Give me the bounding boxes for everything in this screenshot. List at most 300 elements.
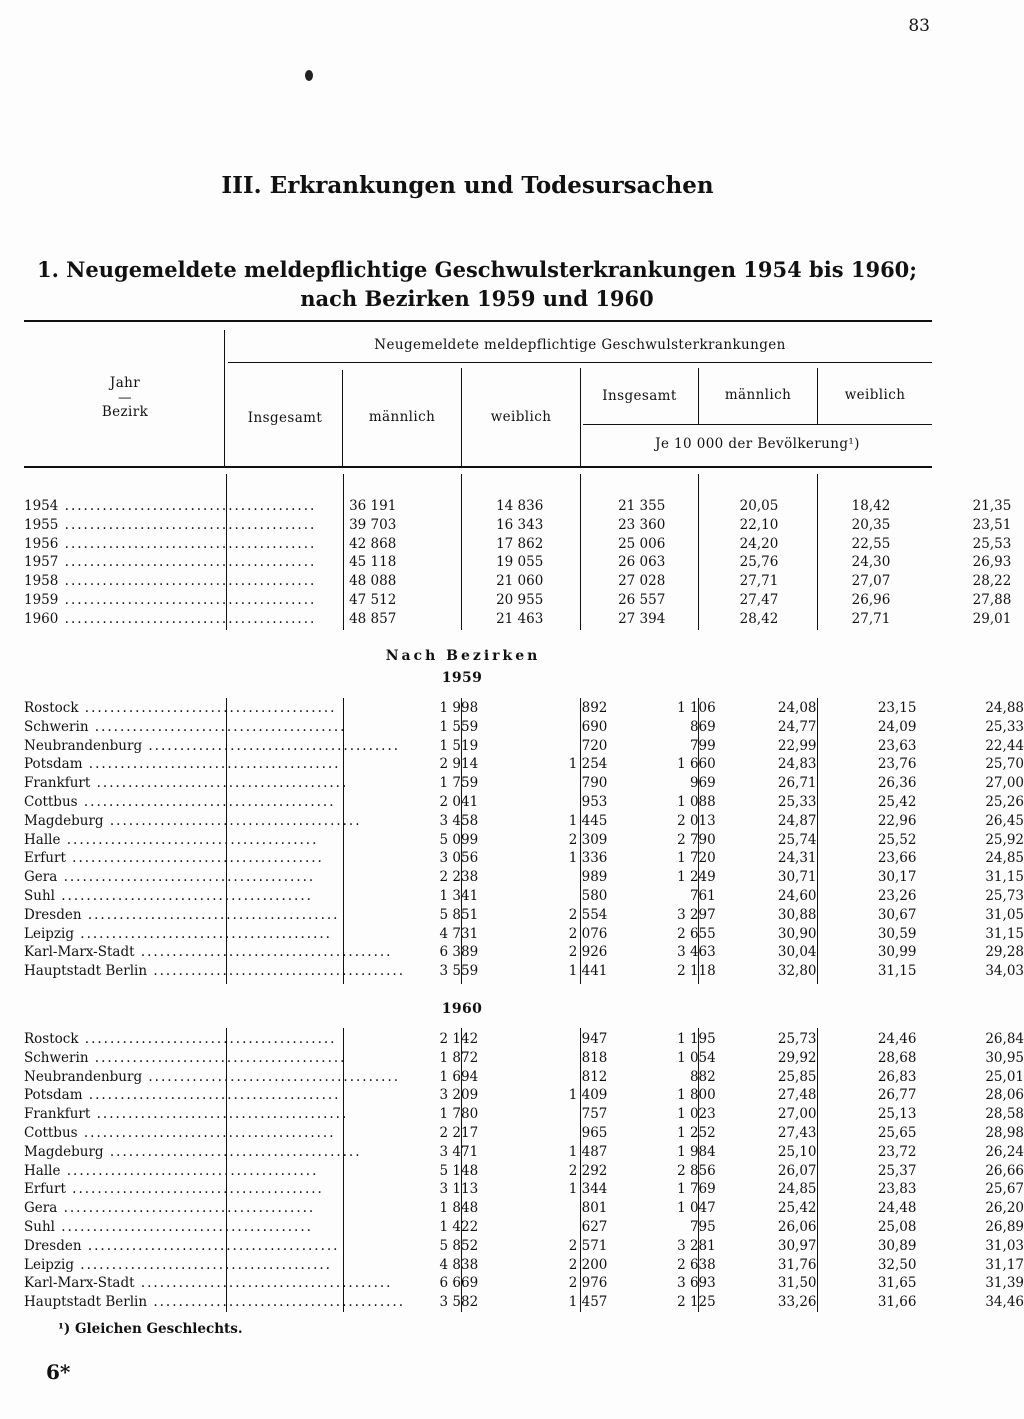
row-label xyxy=(24,887,405,906)
header-bezirk: Bezirk xyxy=(101,404,149,420)
table-cell: 1 769 xyxy=(677,1181,716,1198)
table-cell: 25,85 xyxy=(777,1068,817,1085)
row-label-text: Leipzig xyxy=(24,925,74,942)
table-row xyxy=(24,591,1011,610)
table-cell: 1 336 xyxy=(568,850,608,867)
table-cell: 1 249 xyxy=(677,869,716,886)
table-row xyxy=(24,1274,1024,1293)
table-cell: 17 862 xyxy=(496,535,544,552)
page-number: 83 xyxy=(908,16,930,36)
table-cell: 2 309 xyxy=(568,831,608,848)
table-cell: 25,73 xyxy=(985,887,1024,904)
leader-dots: ........................................ xyxy=(78,700,337,716)
row-label xyxy=(24,774,405,793)
table-cell: 965 xyxy=(581,1124,608,1141)
row-label-text: Leipzig xyxy=(24,1256,74,1273)
row-label xyxy=(24,1105,405,1124)
nach-bezirken-heading: Nach Bezirken xyxy=(385,648,541,664)
table-cell: 21 355 xyxy=(618,498,666,514)
table-cell: 23,83 xyxy=(877,1181,917,1198)
header-top-rule xyxy=(24,320,932,322)
table-cell: 36 191 xyxy=(349,498,397,514)
header-span-label: Neugemeldete meldepflichtige Geschwulsterkrankungen xyxy=(374,337,786,353)
table-cell: 20,35 xyxy=(851,516,891,533)
table-cell: 24,48 xyxy=(877,1200,917,1217)
table-cell: 2 914 xyxy=(439,756,479,773)
table-cell: 27,71 xyxy=(851,610,891,627)
table-cell: 28,42 xyxy=(739,610,779,627)
header-weiblich: weiblich xyxy=(490,409,552,425)
table-row xyxy=(24,1143,1024,1162)
leader-dots: ........................................ xyxy=(134,1275,393,1292)
leader-dots: ........................................ xyxy=(58,554,317,571)
table-row xyxy=(24,610,1011,629)
row-label-text: 1955 xyxy=(24,516,59,533)
table-cell: 27,47 xyxy=(739,591,779,608)
table-cell: 25,26 xyxy=(985,793,1024,810)
leader-dots: ........................................ xyxy=(65,850,324,867)
table-cell: 3 281 xyxy=(677,1237,716,1254)
row-label-text: Erfurt xyxy=(24,850,66,867)
table-cell: 1 445 xyxy=(568,812,608,829)
table-cell: 26 557 xyxy=(618,591,666,608)
row-label xyxy=(24,793,405,812)
leader-dots: ........................................ xyxy=(78,1031,337,1047)
table-cell: 23,76 xyxy=(877,756,917,773)
table-cell: 29,01 xyxy=(972,610,1012,627)
leader-dots: ........................................ xyxy=(58,516,317,533)
leader-dots: ........................................ xyxy=(147,963,405,980)
table-cell: 23 360 xyxy=(618,516,666,533)
table-cell: 1 409 xyxy=(568,1087,608,1104)
table-cell: 2 238 xyxy=(439,869,479,886)
row-label-text: Schwerin xyxy=(24,718,89,735)
table-cell: 23,63 xyxy=(877,737,917,754)
leader-dots: ........................................ xyxy=(57,869,316,886)
table-row xyxy=(24,831,1024,850)
table-cell: 25,13 xyxy=(877,1106,917,1123)
table-cell: 26,36 xyxy=(877,775,917,792)
year-1960-heading: 1960 xyxy=(441,1001,483,1017)
table-cell: 45 118 xyxy=(349,554,397,571)
table-cell: 1 998 xyxy=(439,700,479,716)
table-cell: 26,89 xyxy=(985,1218,1024,1235)
table-cell: 25,01 xyxy=(985,1068,1024,1085)
table-cell: 3 209 xyxy=(439,1087,479,1104)
table-cell: 27,00 xyxy=(777,1106,817,1123)
row-label-text: Cottbus xyxy=(24,793,78,810)
table-cell: 25,65 xyxy=(877,1124,917,1141)
leader-dots: ........................................ xyxy=(57,1200,316,1217)
row-label-text: Gera xyxy=(24,869,58,886)
table-cell: 1 848 xyxy=(439,1200,479,1217)
table-cell: 757 xyxy=(581,1106,608,1123)
table-row xyxy=(24,925,1024,944)
table-cell: 31,15 xyxy=(985,925,1024,942)
table-cell: 42 868 xyxy=(349,535,397,552)
table-cell: 20 955 xyxy=(496,591,544,608)
table-row xyxy=(24,497,1011,516)
table-cell: 30,99 xyxy=(877,944,917,961)
table-cell: 30,71 xyxy=(777,869,817,886)
table-cell: 27,00 xyxy=(985,775,1024,792)
table-row xyxy=(24,962,1024,981)
table-row xyxy=(24,737,1024,756)
table-row xyxy=(24,868,1024,887)
table-cell: 1 441 xyxy=(568,963,608,980)
leader-dots: ........................................ xyxy=(58,591,317,608)
table-cell: 26,77 xyxy=(877,1087,917,1104)
table-cell: 1 195 xyxy=(677,1031,716,1047)
header-rate-maennlich: männlich xyxy=(724,387,792,403)
table-cell: 47 512 xyxy=(349,591,397,608)
table-cell: 812 xyxy=(581,1068,608,1085)
table-cell: 25,08 xyxy=(877,1218,917,1235)
row-label xyxy=(24,718,405,737)
table-cell: 26,20 xyxy=(985,1200,1024,1217)
table-cell: 2 554 xyxy=(568,906,608,923)
leader-dots: ........................................ xyxy=(58,610,317,627)
table-cell: 1 984 xyxy=(677,1143,716,1160)
leader-dots: ........................................ xyxy=(54,887,313,904)
table-cell: 28,58 xyxy=(985,1106,1024,1123)
year-1959-heading: 1959 xyxy=(441,670,483,686)
table-cell: 1 344 xyxy=(568,1181,608,1198)
table-cell: 26,93 xyxy=(972,554,1012,571)
table-cell: 2 926 xyxy=(568,944,608,961)
header-rate-insgesamt: Insgesamt xyxy=(602,388,677,404)
row-label-text: Suhl xyxy=(24,887,55,904)
table-cell: 26,96 xyxy=(851,591,891,608)
table-row xyxy=(24,1180,1024,1199)
footnote: ¹) Gleichen Geschlechts. xyxy=(58,1321,243,1337)
table-cell: 801 xyxy=(581,1200,608,1217)
table-cell: 1 457 xyxy=(568,1294,608,1311)
row-label xyxy=(24,1124,405,1143)
header-rate-span: Je 10 000 der Bevölkerung¹) xyxy=(655,436,860,452)
table-cell: 1 759 xyxy=(439,775,479,792)
row-label-text: Frankfurt xyxy=(24,775,91,792)
table-cell: 28,98 xyxy=(985,1124,1024,1141)
row-label-text: Magdeburg xyxy=(24,812,104,829)
table-cell: 5 148 xyxy=(439,1162,479,1179)
table-cell: 1 780 xyxy=(439,1106,479,1123)
table-cell: 31,39 xyxy=(985,1275,1024,1292)
table-cell: 22,99 xyxy=(777,737,817,754)
leader-dots: ........................................ xyxy=(65,1181,324,1198)
table-cell: 27,88 xyxy=(972,591,1012,608)
table-cell: 799 xyxy=(689,737,716,754)
table-cell: 1 106 xyxy=(677,700,716,716)
table-cell: 2 638 xyxy=(677,1256,716,1273)
table-cell: 30,90 xyxy=(777,925,817,942)
table-cell: 25,33 xyxy=(777,793,817,810)
table-cell: 26,06 xyxy=(777,1218,817,1235)
leader-dots: ........................................ xyxy=(60,1162,319,1179)
table-cell: 3 297 xyxy=(677,906,716,923)
table-cell: 23,51 xyxy=(972,516,1012,533)
table-cell: 26,24 xyxy=(985,1143,1024,1160)
table-cell: 16 343 xyxy=(496,516,544,533)
row-label xyxy=(24,535,316,554)
header-jahr: Jahr xyxy=(109,375,141,391)
table-cell: 2 292 xyxy=(568,1162,608,1179)
row-label xyxy=(24,755,405,774)
table-cell: 26 063 xyxy=(618,554,666,571)
table-cell: 892 xyxy=(581,700,608,716)
table-cell: 22,96 xyxy=(877,812,917,829)
table-cell: 21 463 xyxy=(496,610,544,627)
table-row xyxy=(24,1199,1024,1218)
row-label xyxy=(24,516,316,535)
table-cell: 24,30 xyxy=(851,554,891,571)
row-label-text: Karl-Marx-Stadt xyxy=(24,1275,135,1292)
table-cell: 953 xyxy=(581,793,608,810)
bezirke-1959-table xyxy=(24,699,1024,981)
table-cell: 24,60 xyxy=(777,887,817,904)
row-label xyxy=(24,737,405,756)
row-label-text: 1956 xyxy=(24,535,59,552)
row-label-text: Suhl xyxy=(24,1218,55,1235)
table-row xyxy=(24,793,1024,812)
row-label xyxy=(24,610,316,629)
row-label xyxy=(24,1293,405,1312)
table-cell: 4 838 xyxy=(439,1256,479,1273)
row-label xyxy=(24,1237,405,1256)
table-cell: 1 800 xyxy=(677,1087,716,1104)
table-cell: 1 694 xyxy=(439,1068,479,1085)
header-divider xyxy=(580,368,581,466)
header-bottom-rule xyxy=(24,466,932,468)
table-cell: 1 720 xyxy=(677,850,716,867)
table-cell: 30,67 xyxy=(877,906,917,923)
row-label xyxy=(24,868,405,887)
table-cell: 25 006 xyxy=(618,535,666,552)
table-cell: 5 099 xyxy=(439,831,479,848)
table-cell: 22,55 xyxy=(851,535,891,552)
table-cell: 1 047 xyxy=(677,1200,716,1217)
row-label xyxy=(24,812,405,831)
table-cell: 2 571 xyxy=(568,1237,608,1254)
table-cell: 3 113 xyxy=(439,1181,479,1198)
table-cell: 28,68 xyxy=(877,1049,917,1066)
table-cell: 25,92 xyxy=(985,831,1024,848)
table-cell: 2 790 xyxy=(677,831,716,848)
table-cell: 27,48 xyxy=(777,1087,817,1104)
table-cell: 25,42 xyxy=(777,1200,817,1217)
table-cell: 48 857 xyxy=(349,610,397,627)
leader-dots: ........................................ xyxy=(82,756,341,773)
table-cell: 14 836 xyxy=(496,498,544,514)
table-row xyxy=(24,906,1024,925)
row-label xyxy=(24,1180,405,1199)
table-cell: 580 xyxy=(581,887,608,904)
table-cell: 31,03 xyxy=(985,1237,1024,1254)
table-cell: 21,35 xyxy=(972,498,1012,514)
table-row xyxy=(24,887,1024,906)
table-cell: 1 341 xyxy=(439,887,479,904)
row-label xyxy=(24,553,316,572)
table-cell: 1 660 xyxy=(677,756,716,773)
table-cell: 30,89 xyxy=(877,1237,917,1254)
row-label xyxy=(24,572,316,591)
row-label-text: Cottbus xyxy=(24,1124,78,1141)
section-title: III. Erkrankungen und Todesursachen xyxy=(221,172,714,199)
row-label xyxy=(24,591,316,610)
table-cell: 24,85 xyxy=(985,850,1024,867)
leader-dots: ........................................ xyxy=(58,535,317,552)
table-cell: 31,76 xyxy=(777,1256,817,1273)
table-cell: 627 xyxy=(581,1218,608,1235)
leader-dots: ........................................ xyxy=(88,718,347,735)
table-cell: 25,10 xyxy=(777,1143,817,1160)
table-row xyxy=(24,1030,1024,1049)
table-cell: 947 xyxy=(581,1031,608,1047)
table-cell: 26,71 xyxy=(777,775,817,792)
row-label-text: Frankfurt xyxy=(24,1106,91,1123)
table-cell: 26,84 xyxy=(985,1031,1024,1047)
row-label xyxy=(24,1162,405,1181)
row-label xyxy=(24,1218,405,1237)
table-cell: 27 028 xyxy=(618,573,666,590)
table-row xyxy=(24,535,1011,554)
table-cell: 23,15 xyxy=(877,700,917,716)
row-label-text: 1960 xyxy=(24,610,59,627)
table-cell: 30,95 xyxy=(985,1049,1024,1066)
table-cell: 1 519 xyxy=(439,737,479,754)
table-cell: 20,05 xyxy=(739,498,779,514)
row-label xyxy=(24,699,405,718)
row-label-text: Potsdam xyxy=(24,756,83,773)
header-maennlich: männlich xyxy=(368,409,436,425)
table-cell: 30,17 xyxy=(877,869,917,886)
table-row xyxy=(24,812,1024,831)
table-cell: 3 559 xyxy=(439,963,479,980)
table-cell: 1 054 xyxy=(677,1049,716,1066)
table-cell: 25,73 xyxy=(777,1031,817,1047)
table-row xyxy=(24,553,1011,572)
table-cell: 25,37 xyxy=(877,1162,917,1179)
table-cell: 29,28 xyxy=(985,944,1024,961)
table-cell: 24,85 xyxy=(777,1181,817,1198)
leader-dots: ........................................ xyxy=(77,1124,336,1141)
row-label xyxy=(24,1049,405,1068)
table-cell: 25,76 xyxy=(739,554,779,571)
leader-dots: ........................................ xyxy=(142,737,401,754)
row-label-text: 1959 xyxy=(24,591,59,608)
table-cell: 6 669 xyxy=(439,1275,479,1292)
table-cell: 3 056 xyxy=(439,850,479,867)
row-label-text: Halle xyxy=(24,1162,61,1179)
leader-dots: ........................................ xyxy=(54,1218,313,1235)
row-label-text: 1954 xyxy=(24,498,59,514)
leader-dots: ........................................ xyxy=(74,1256,332,1273)
table-cell: 27 394 xyxy=(618,610,666,627)
table-cell: 5 852 xyxy=(439,1237,479,1254)
row-label-text: Gera xyxy=(24,1200,58,1217)
table-cell: 34,46 xyxy=(985,1294,1024,1311)
leader-dots: ........................................ xyxy=(77,793,336,810)
row-label xyxy=(24,1086,405,1105)
table-cell: 19 055 xyxy=(496,554,544,571)
table-cell: 1 872 xyxy=(439,1049,479,1066)
header-divider xyxy=(224,330,225,466)
table-row xyxy=(24,755,1024,774)
table-cell: 790 xyxy=(581,775,608,792)
table-cell: 24,77 xyxy=(777,718,817,735)
table-cell: 26,45 xyxy=(985,812,1024,829)
row-label xyxy=(24,962,405,981)
table-cell: 25,70 xyxy=(985,756,1024,773)
table-cell: 720 xyxy=(581,737,608,754)
row-label-text: Rostock xyxy=(24,1031,79,1047)
table-row xyxy=(24,1068,1024,1087)
header-dash: — xyxy=(118,390,132,406)
row-label-text: Potsdam xyxy=(24,1087,83,1104)
table-cell: 31,65 xyxy=(877,1275,917,1292)
table-cell: 24,09 xyxy=(877,718,917,735)
header-span-rule xyxy=(228,362,932,363)
row-label-text: Schwerin xyxy=(24,1049,89,1066)
row-label-text: 1958 xyxy=(24,573,59,590)
table-cell: 3 458 xyxy=(439,812,479,829)
table-cell: 6 389 xyxy=(439,944,479,961)
table-cell: 2 217 xyxy=(439,1124,479,1141)
table-cell: 25,74 xyxy=(777,831,817,848)
leader-dots: ........................................ xyxy=(134,944,393,961)
leader-dots: ........................................ xyxy=(90,1106,349,1123)
table-row xyxy=(24,572,1011,591)
table-cell: 869 xyxy=(689,718,716,735)
leader-dots: ........................................ xyxy=(147,1294,405,1311)
row-label-text: Hauptstadt Berlin xyxy=(24,963,148,980)
table-cell: 39 703 xyxy=(349,516,397,533)
table-cell: 3 582 xyxy=(439,1294,479,1311)
header-rate-weiblich: weiblich xyxy=(844,387,906,403)
table-cell: 25,53 xyxy=(972,535,1012,552)
table-cell: 28,22 xyxy=(972,573,1012,590)
table-cell: 30,04 xyxy=(777,944,817,961)
table-cell: 29,92 xyxy=(777,1049,817,1066)
table-cell: 5 851 xyxy=(439,906,479,923)
table-cell: 24,08 xyxy=(777,700,817,716)
table-cell: 818 xyxy=(581,1049,608,1066)
table-cell: 31,17 xyxy=(985,1256,1024,1273)
table-cell: 26,07 xyxy=(777,1162,817,1179)
table-cell: 25,33 xyxy=(985,718,1024,735)
leader-dots: ........................................ xyxy=(74,925,332,942)
table-cell: 23,26 xyxy=(877,887,917,904)
table-cell: 3 693 xyxy=(677,1275,716,1292)
table-cell: 26,66 xyxy=(985,1162,1024,1179)
table-cell: 2 118 xyxy=(677,963,716,980)
table-row xyxy=(24,718,1024,737)
leader-dots: ........................................ xyxy=(90,775,349,792)
leader-dots: ........................................ xyxy=(142,1068,401,1085)
table-cell: 31,05 xyxy=(985,906,1024,923)
row-label-text: Hauptstadt Berlin xyxy=(24,1294,148,1311)
table-cell: 24,46 xyxy=(877,1031,917,1047)
table-cell: 2 655 xyxy=(677,925,716,942)
table-cell: 2 976 xyxy=(568,1275,608,1292)
table-cell: 4 731 xyxy=(439,925,479,942)
row-label xyxy=(24,1143,405,1162)
table-cell: 1 254 xyxy=(568,756,608,773)
table-cell: 28,06 xyxy=(985,1087,1024,1104)
table-cell: 2 013 xyxy=(677,812,716,829)
leader-dots: ........................................ xyxy=(82,1087,341,1104)
table-cell: 24,20 xyxy=(739,535,779,552)
